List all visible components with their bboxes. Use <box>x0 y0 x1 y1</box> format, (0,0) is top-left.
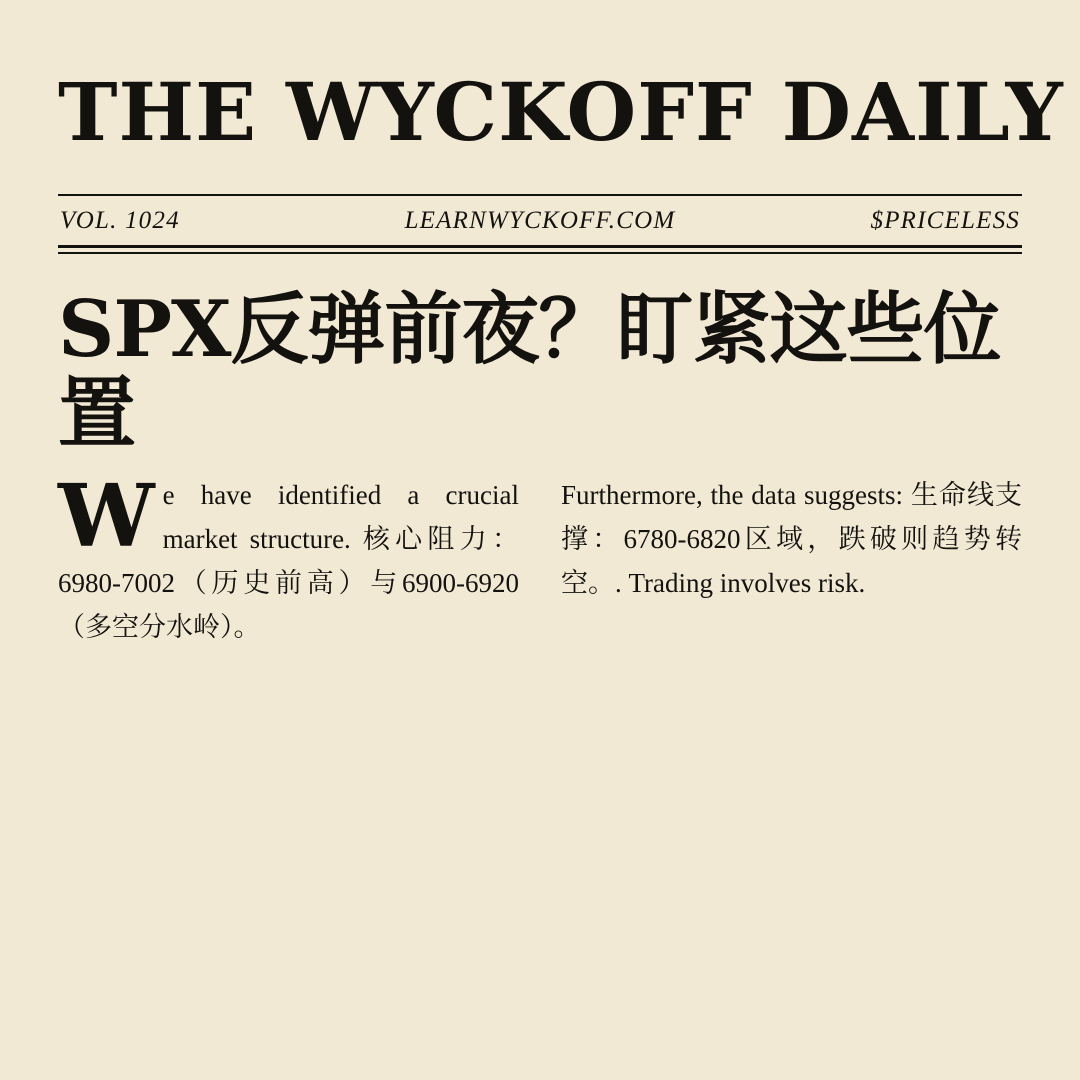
folio-website: LEARNWYCKOFF.COM <box>404 207 676 234</box>
drop-cap: W <box>58 466 155 568</box>
article-column-one <box>58 466 519 649</box>
article-headline: SPX反弹前夜？盯紧这些位置 <box>58 284 1001 460</box>
folio-price: $PRICELESS <box>870 207 1020 234</box>
article-column-one-text: e have identified a crucial market structure. 核心阻力：6980-7002（历史前高）与6900-6920（多空分水岭）。 <box>58 480 519 642</box>
folio-bar <box>58 196 1022 245</box>
masthead-title: THE WYCKOFF DAILY <box>58 65 1064 159</box>
article-column-two <box>561 474 1022 649</box>
masthead-rule-bottom <box>58 245 1022 254</box>
article-column-two-text: Furthermore, the data suggests: 生命线支撑：6780-6820区域，跌破则趋势转空。. Trading involves risk. <box>561 480 1022 598</box>
article-body <box>58 466 1022 649</box>
folio-volume: VOL. 1024 <box>60 207 180 234</box>
